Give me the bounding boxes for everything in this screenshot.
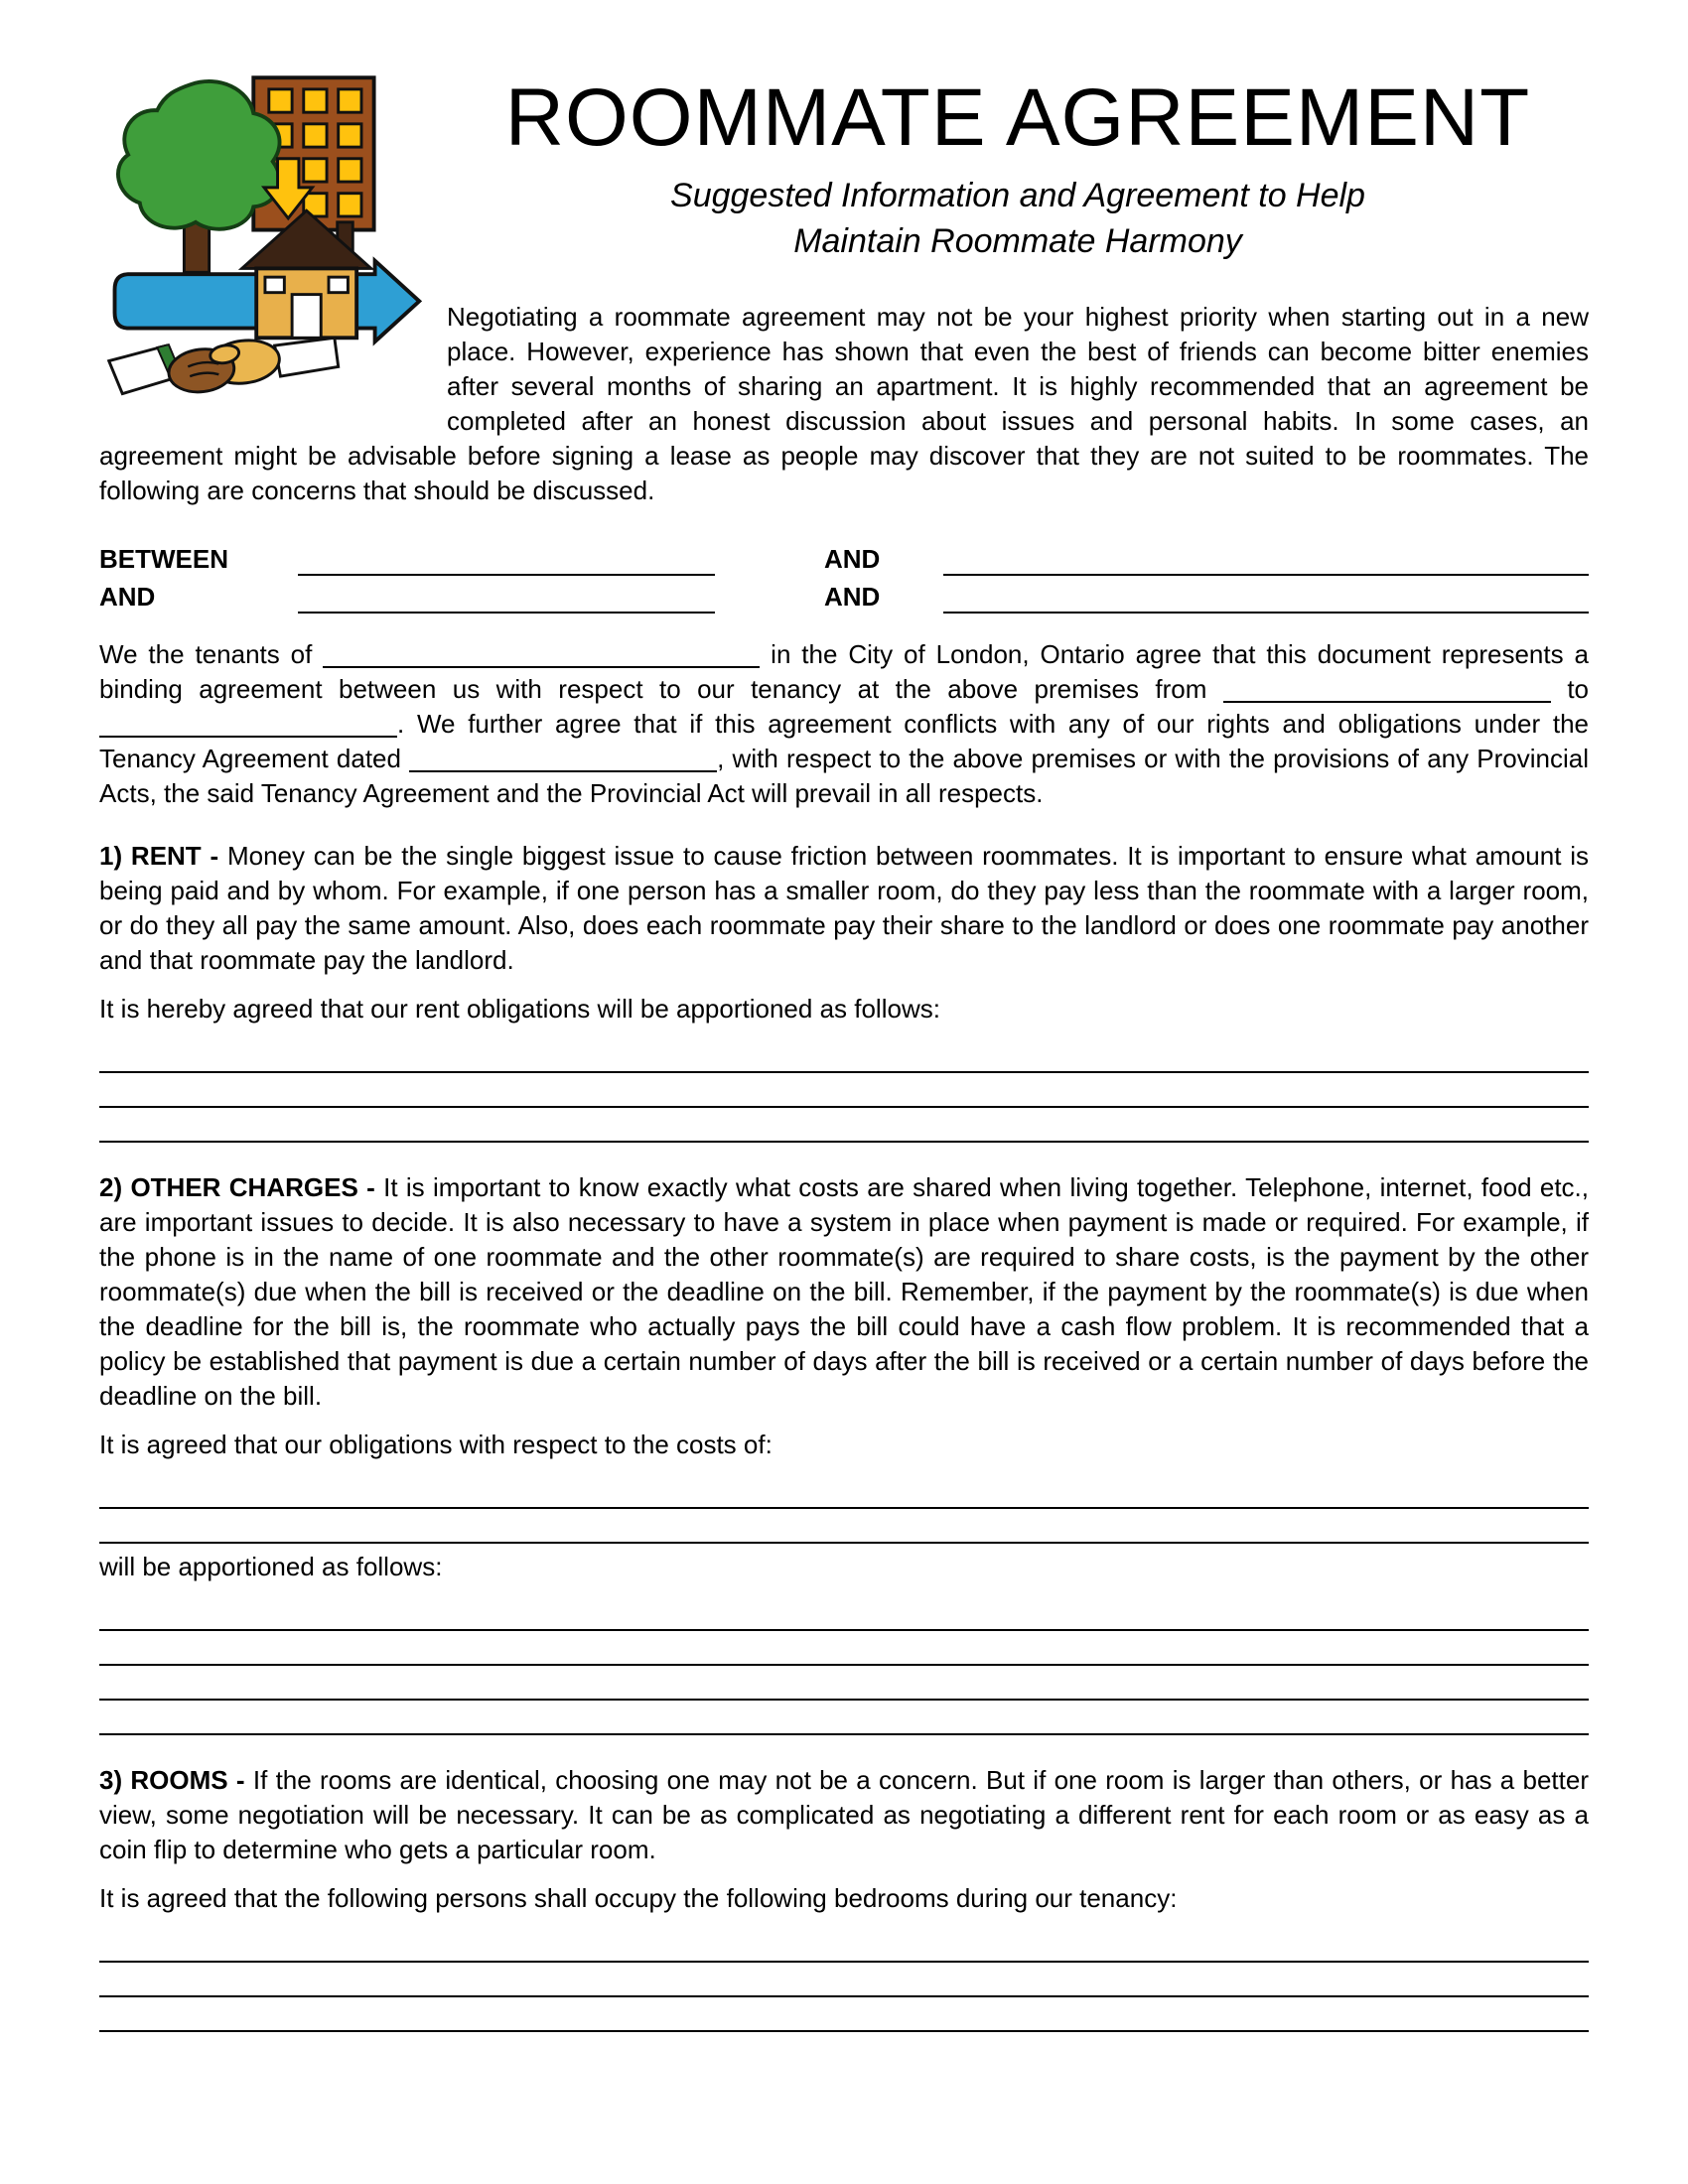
other-charges-fill-lines-2 [99, 1596, 1589, 1735]
section-rooms-heading: 3) ROOMS - [99, 1765, 245, 1796]
and-label-3: AND [824, 582, 881, 613]
other-charges-prompt-2: will be apportioned as follows: [99, 1552, 443, 1582]
fill-line [99, 1596, 1589, 1631]
tenancy-clause-part-3: to [1567, 674, 1589, 705]
fill-line [99, 1509, 1589, 1544]
section-rooms-body: If the rooms are identical, choosing one may not be a concern. But if one room is larger than others, or has a better view, some negotiation will be necessary. It can be as complicated as negotiating a different rent for each room or as easy as a coin flip to determine who gets a particular room. [99, 1765, 1589, 1865]
section-other-charges-body: It is important to know exactly what costs are shared when living together. Telephone, internet, food etc., are important issues to decide. It is also necessary to have a system in place when payment is made or required. For example, if the phone is in the name of one roommate and the other roommate(s) are required to share costs, is the payment by the other roommate(s) due when the bill is received or the deadline on the bill. Remember, if the payment by the roommate(s) is due when the deadline for the bill is, the roommate who actually pays the bill could have a cash flow problem. It is recommended that a policy be established that payment is due a certain number of days after the bill is received or a certain number of days before the deadline on the bill. [99, 1172, 1589, 1412]
fill-line [99, 1108, 1589, 1143]
tenancy-clause [99, 637, 1589, 811]
fill-line [99, 1073, 1589, 1108]
handshake-icon [109, 337, 339, 396]
section-other-charges-heading: 2) OTHER CHARGES - [99, 1172, 375, 1203]
tenancy-clause-part-2: in the City of London, Ontario agree that this document represents a binding agreement between us with respect to our tenancy at the above premises from [99, 639, 1589, 705]
rent-prompt: It is hereby agreed that our rent obligations will be apportioned as follows: [99, 994, 940, 1024]
party-name-blank-1 [298, 542, 715, 576]
fill-line [99, 1666, 1589, 1701]
party-name-blank-3 [298, 580, 715, 614]
roommate-logo [99, 69, 427, 429]
rooms-prompt: It is agreed that the following persons shall occupy the following bedrooms during our tenancy: [99, 1883, 1178, 1914]
other-charges-prompt-1: It is agreed that our obligations with respect to the costs of: [99, 1430, 773, 1460]
subtitle-line-1: Suggested Information and Agreement to Help [670, 177, 1365, 215]
fill-line [99, 1928, 1589, 1963]
intro-paragraph: Negotiating a roommate agreement may not be your highest priority when starting out in a new place. However, experience has shown that even the best of friends can become bitter enemies after several months of sharing an apartment. It is highly recommended that an agreement be completed after an honest discussion about issues and personal habits. In some cases, an agreement might be advisable before signing a lease as people may discover that they are not suited to be roommates. The following are concerns that should be discussed. [99, 302, 1589, 506]
party-name-blank-4 [943, 580, 1589, 614]
section-rent [99, 839, 1589, 978]
fill-line [99, 1963, 1589, 1997]
fill-line [99, 1997, 1589, 2032]
subtitle-line-2: Maintain Roommate Harmony [793, 222, 1242, 261]
rent-fill-lines [99, 1038, 1589, 1143]
section-rent-heading: 1) RENT - [99, 841, 219, 872]
and-label-1: AND [824, 544, 881, 575]
party-name-blank-2 [943, 542, 1589, 576]
rooms-fill-lines [99, 1928, 1589, 2032]
section-other-charges [99, 1170, 1589, 1414]
fill-line [99, 1474, 1589, 1509]
parties-row-2 [99, 576, 1589, 614]
other-charges-fill-lines-1 [99, 1474, 1589, 1544]
section-rooms [99, 1763, 1589, 1867]
tenancy-clause-part-1: We the tenants of [99, 639, 313, 670]
fill-line [99, 1038, 1589, 1073]
section-rent-body: Money can be the single biggest issue to cause friction between roommates. It is important to ensure what amount is being paid and by whom. For example, if one person has a smaller room, do they pay less than the roommate with a larger room, or do they all pay the same amount. Also, does each roommate pay their share to the landlord or does one roommate pay another and that roommate pay the landlord. [99, 841, 1589, 976]
premises-address-blank [323, 644, 760, 668]
between-label: BETWEEN [99, 544, 228, 575]
fill-line [99, 1631, 1589, 1666]
tenancy-agreement-date-blank [409, 749, 717, 772]
tenancy-end-date-blank [99, 714, 397, 738]
roommate-logo-illustration [99, 69, 427, 429]
fill-line [99, 1701, 1589, 1735]
parties-row-1 [99, 538, 1589, 576]
and-label-2: AND [99, 582, 156, 613]
tenancy-clause-part-4: . We further agree that if this agreement conflicts with any of our rights and obligations under the Tenancy Agreement dated [99, 709, 1589, 774]
page-title: ROOMMATE AGREEMENT [504, 72, 1531, 163]
tenancy-clause-part-5: , with respect to the above premises or with the provisions of any Provincial Acts, the said Tenancy Agreement and the Provincial Act will prevail in all respects. [99, 744, 1589, 809]
parties-section [99, 538, 1589, 614]
tenancy-start-date-blank [1223, 679, 1551, 703]
